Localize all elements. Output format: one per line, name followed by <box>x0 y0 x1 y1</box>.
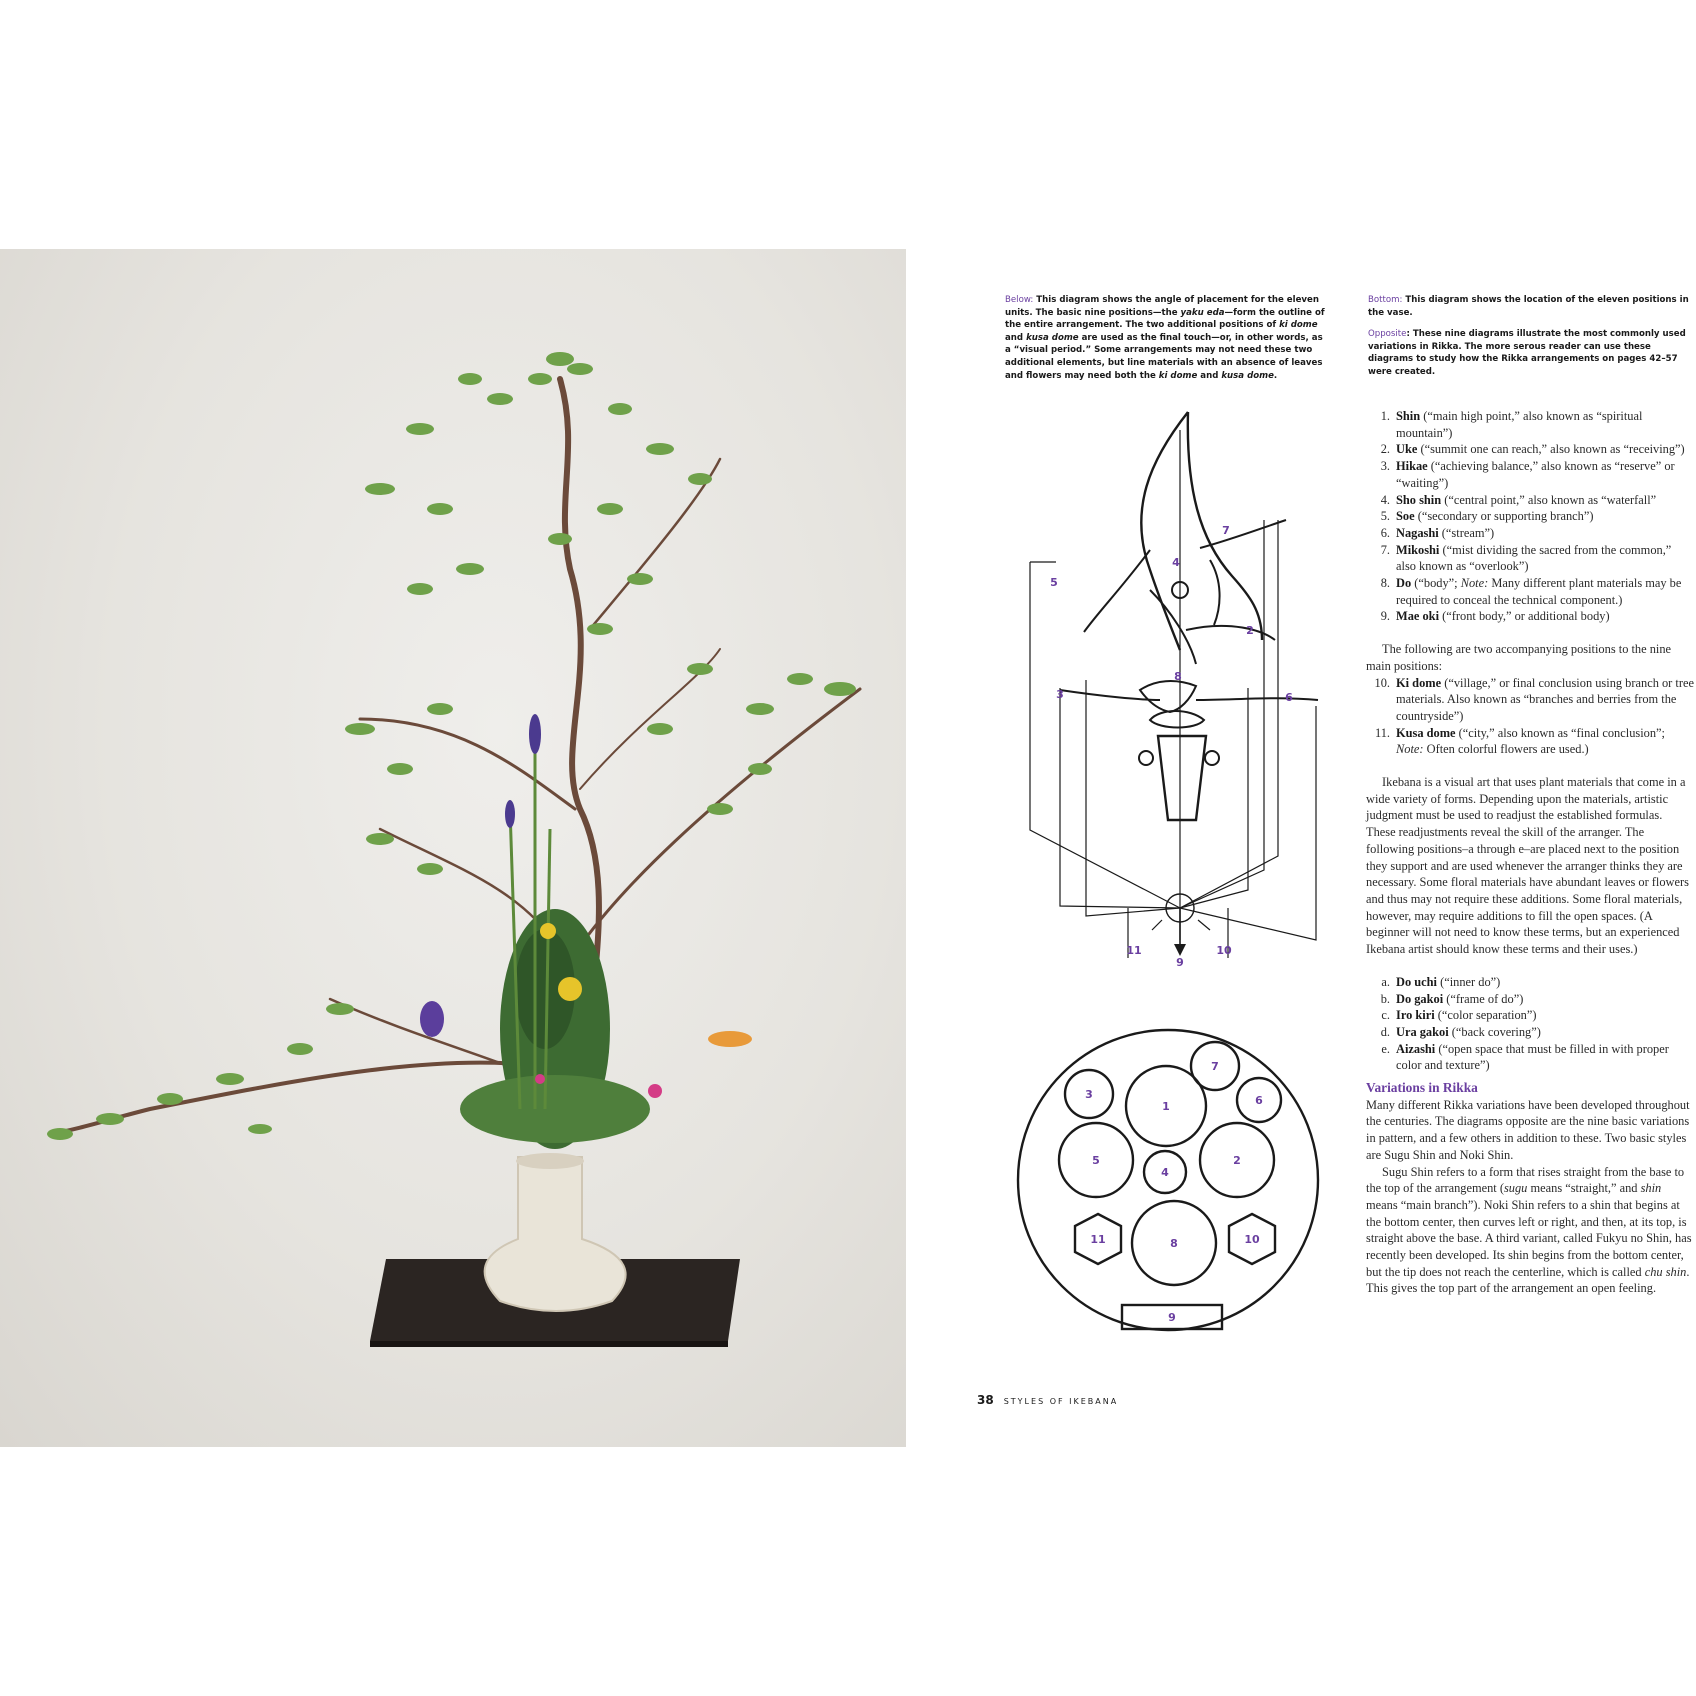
term: Mae oki <box>1396 609 1440 624</box>
term: Do gakoi <box>1396 991 1444 1006</box>
angle-label-8: 8 <box>1174 670 1182 683</box>
term: Soe <box>1396 509 1415 524</box>
italic-term: sugu <box>1503 1181 1528 1196</box>
evergreen-body <box>460 909 650 1149</box>
definition: (“main high point,” also known as “spiritual mountain”) <box>1396 409 1643 440</box>
definition: (“frame of do”) <box>1443 991 1524 1006</box>
list-number: 7. <box>1380 542 1390 557</box>
main-positions-list <box>1366 408 1694 625</box>
term: Aizashi <box>1396 1041 1436 1056</box>
list-letter: a. <box>1381 974 1390 989</box>
list-item <box>1366 508 1694 525</box>
caption-label-opposite: Opposite <box>1368 329 1407 340</box>
angle-label-7: 7 <box>1222 524 1230 537</box>
italic-term: chu shin <box>1644 1264 1687 1279</box>
ikebana-paragraph: Ikebana is a visual art that uses plant materials that come in a wide variety of forms. Depending upon the materials, artistic judgment must be used to readjust the established formulas. These readjustments reveal the skill of the arranger. The following positions–a through e–are placed next to the position they support and are used whenever the arranger thinks they are necessary. Some floral materials have abundant leaves or flowers and thus may not require these additions. Some floral materials, however, may require additions to fill the open spaces. (A beginner will not need to know these terms, but an experienced Ikebana artist should know these terms and their uses.) <box>1366 775 1689 957</box>
list-item <box>1366 1024 1694 1041</box>
list-number: 8. <box>1380 576 1390 591</box>
angle-label-10: 10 <box>1216 944 1232 957</box>
list-number: 6. <box>1380 525 1390 540</box>
caption-text: This diagram shows the location of the eleven positions in the vase. <box>1368 295 1689 318</box>
definition: (“city,” also known as “final conclusion”; <box>1455 725 1665 740</box>
vase <box>485 1157 626 1311</box>
definition: (“stream”) <box>1438 525 1495 540</box>
term: Do uchi <box>1396 974 1437 989</box>
caption-text: —form the outline of the entire arrangement. The two additional positions of <box>1005 307 1325 331</box>
caption-bottom <box>1368 294 1694 319</box>
vase-label-9: 9 <box>1168 1311 1176 1324</box>
note-label: Note: <box>1460 576 1489 591</box>
list-item <box>1366 542 1694 575</box>
caption-text: and <box>1197 370 1222 381</box>
vase-label-1: 1 <box>1162 1100 1170 1113</box>
vase-diagram <box>1018 1030 1318 1330</box>
note-label: Note: <box>1396 742 1424 757</box>
angle-label-5: 5 <box>1050 576 1058 589</box>
vase-label-4: 4 <box>1161 1166 1169 1179</box>
list-number: 2. <box>1380 442 1390 457</box>
definition: (“secondary or supporting branch”) <box>1414 509 1594 524</box>
definition: (“village,” or final conclusion using branch or tree materials. Also known as “branches and berries from the countryside”) <box>1396 675 1694 723</box>
list-item <box>1366 1007 1694 1024</box>
list-item <box>1366 408 1694 441</box>
position-diagrams <box>1000 400 1340 1380</box>
accompanying-positions-list <box>1366 675 1694 759</box>
caption-bottom-opposite <box>1368 294 1694 388</box>
term: Hikae <box>1396 459 1428 474</box>
list-number: 11. <box>1374 725 1390 740</box>
list-item <box>1366 675 1694 725</box>
caption-italic: kusa dome <box>1221 370 1274 381</box>
caption-italic: kusa dome <box>1026 332 1079 343</box>
list-item <box>1366 575 1694 608</box>
page-folio <box>977 1393 1118 1407</box>
vase-label-5: 5 <box>1092 1154 1100 1167</box>
caption-italic: ki dome <box>1158 370 1198 381</box>
support-positions-list <box>1366 974 1694 1074</box>
list-letter: d. <box>1380 1024 1390 1039</box>
angle-label-11: 11 <box>1126 944 1142 957</box>
list-item <box>1366 441 1694 458</box>
definition: Often colorful flowers are used.) <box>1423 742 1589 757</box>
caption-italic: yaku eda <box>1180 307 1225 318</box>
definition: (“central point,” also known as “waterfall” <box>1441 492 1657 507</box>
list-item <box>1366 608 1694 625</box>
caption-italic: ki dome <box>1279 320 1318 331</box>
term: Do <box>1396 576 1412 591</box>
list-letter: e. <box>1381 1041 1390 1056</box>
list-number: 3. <box>1380 459 1390 474</box>
definition: (“body”; <box>1411 576 1461 591</box>
vase-label-6: 6 <box>1255 1094 1263 1107</box>
angle-label-4: 4 <box>1172 556 1180 569</box>
body-text-column <box>1366 408 1694 1297</box>
angle-diagram <box>1030 412 1318 958</box>
list-letter: b. <box>1380 991 1390 1006</box>
list-number: 5. <box>1380 509 1390 524</box>
list-item <box>1366 1041 1694 1074</box>
vase-label-3: 3 <box>1085 1088 1093 1101</box>
page-number: 38 <box>977 1393 994 1407</box>
term: Nagashi <box>1396 525 1439 540</box>
ikebana-photo <box>0 249 906 1447</box>
list-item <box>1366 492 1694 509</box>
angle-label-2: 2 <box>1246 624 1254 637</box>
definition: (“back covering”) <box>1448 1024 1541 1039</box>
vase-label-10: 10 <box>1244 1233 1260 1246</box>
vase-label-7: 7 <box>1211 1060 1219 1073</box>
definition: (“mist dividing the sacred from the common,” also known as “overlook”) <box>1396 542 1672 574</box>
caption-label-bottom: Bottom: <box>1368 295 1403 305</box>
running-head: STYLES OF IKEBANA <box>1003 1397 1119 1406</box>
variations-paragraph-2 <box>1366 1164 1694 1298</box>
paragraph-text: . This gives the top part of the arrangement an open feeling. <box>1366 1264 1690 1296</box>
definition: (“achieving balance,” also known as “reserve” or “waiting”) <box>1396 459 1675 490</box>
diagrams <box>1000 400 1340 1385</box>
term: Mikoshi <box>1396 542 1440 557</box>
definition: (“open space that must be filled in with proper color and texture”) <box>1396 1041 1669 1073</box>
vase-label-8: 8 <box>1170 1237 1178 1250</box>
accompanying-intro: The following are two accompanying positions to the nine main positions: <box>1366 642 1672 673</box>
paragraph-text: Sugu Shin refers to a form that rises straight from the base to the top of the arrangement ( <box>1366 1164 1685 1196</box>
caption-opposite <box>1368 328 1694 378</box>
term: Kusa dome <box>1396 725 1456 740</box>
caption-text: . <box>1273 370 1278 381</box>
definition: (“front body,” or additional body) <box>1439 609 1610 624</box>
section-heading: Variations in Rikka <box>1366 1080 1478 1096</box>
ikebana-illustration <box>0 249 906 1447</box>
paragraph-text: means “straight,” and <box>1527 1181 1641 1196</box>
list-item <box>1366 458 1694 491</box>
term: Iro kiri <box>1396 1008 1435 1023</box>
variations-paragraph-1: Many different Rikka variations have been developed throughout the centuries. The diagrams opposite are the nine basic variations in pattern, and a few others in addition to these. Two basic styles are Sugu Shin and Noki Shin. <box>1366 1097 1690 1162</box>
caption-text: are used as the final touch—or, in other words, as a “visual period.” Some arrangements may not need these two additional elements, but line materials with an absence of leaves and flowers may need both the <box>1005 332 1323 381</box>
paragraph-text: means “main branch”). Noki Shin refers to a shin that begins at the bottom center, then curves left or right, and then, at its top, is straight above the base. A third variant, called Fukyu no Shin, has recently been developed. Its shin begins from the bottom center, but the tip does not reach the centerline, which is called <box>1366 1197 1692 1279</box>
list-item <box>1366 974 1694 991</box>
vase-label-11: 11 <box>1090 1233 1106 1246</box>
branches <box>50 379 860 1134</box>
caption-text: and <box>1005 332 1027 343</box>
list-letter: c. <box>1381 1008 1390 1023</box>
list-number: 10. <box>1374 675 1390 690</box>
angle-label-9: 9 <box>1176 956 1184 969</box>
term: Ura gakoi <box>1396 1024 1449 1039</box>
definition: (“inner do”) <box>1436 974 1501 989</box>
italic-term: shin <box>1640 1181 1662 1196</box>
list-number: 1. <box>1380 409 1390 423</box>
leaves <box>47 352 856 1140</box>
caption-below <box>1005 294 1325 382</box>
angle-label-3: 3 <box>1056 688 1064 701</box>
definition: Many different plant materials may be required to conceal the technical component.) <box>1396 576 1682 607</box>
angle-label-6: 6 <box>1285 691 1293 704</box>
list-item <box>1366 725 1694 758</box>
caption-text: This diagram shows the angle of placement for the eleven units. The basic nine positions—the <box>1005 295 1319 318</box>
list-item <box>1366 525 1694 542</box>
down-arrow-icon <box>1174 944 1186 956</box>
term: Sho shin <box>1396 492 1442 507</box>
caption-text: : These nine diagrams illustrate the most commonly used variations in Rikka. The more serous reader can use these diagrams to study how the Rikka arrangements on pages 42–57 were created. <box>1368 329 1686 377</box>
definition: (“summit one can reach,” also known as “receiving”) <box>1417 442 1685 457</box>
term: Shin <box>1396 409 1421 423</box>
list-number: 9. <box>1380 609 1390 624</box>
vase-label-2: 2 <box>1233 1154 1241 1167</box>
term: Uke <box>1396 442 1418 457</box>
list-item <box>1366 991 1694 1008</box>
term: Ki dome <box>1396 675 1442 690</box>
definition: (“color separation”) <box>1434 1008 1537 1023</box>
list-number: 4. <box>1380 492 1390 507</box>
caption-label-below: Below: <box>1005 295 1034 305</box>
